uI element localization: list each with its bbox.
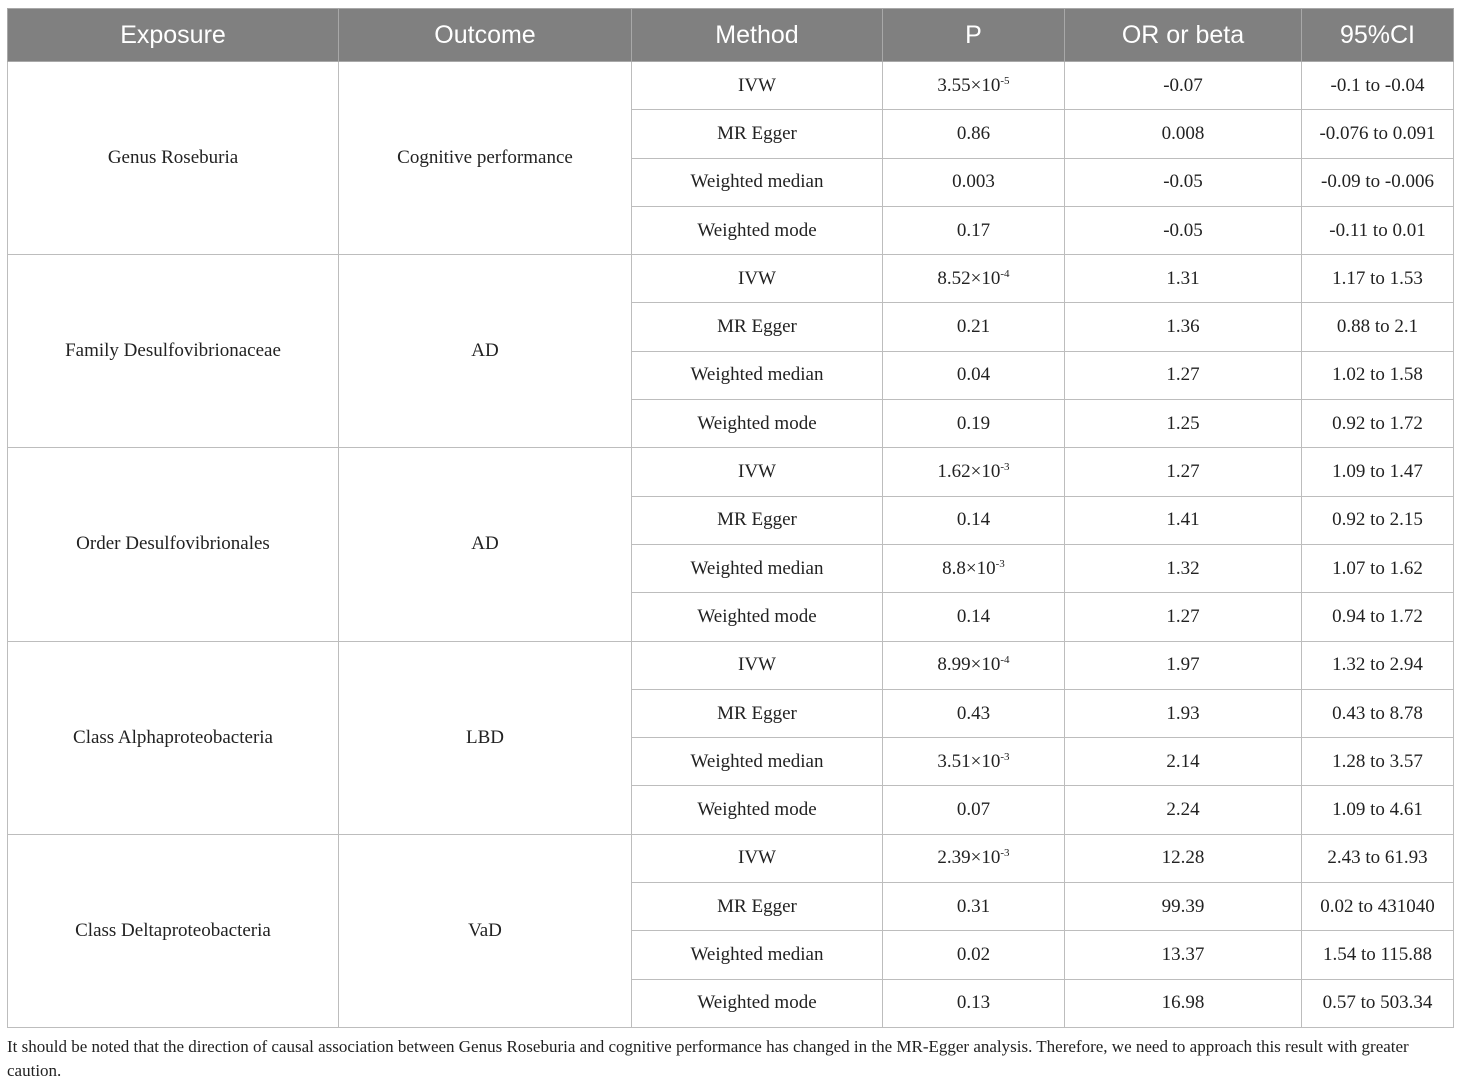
outcome-cell: AD xyxy=(339,448,632,641)
p-value-cell xyxy=(883,110,1065,158)
p-value-cell xyxy=(883,689,1065,737)
method-cell: IVW xyxy=(632,834,883,882)
p-value-base: 0.14 xyxy=(956,605,991,627)
p-value-exponent: -4 xyxy=(1000,267,1010,280)
method-cell: MR Egger xyxy=(632,689,883,737)
p-value-base: 0.14 xyxy=(956,509,991,531)
ci-cell: 1.09 to 4.61 xyxy=(1302,786,1454,834)
exposure-cell: Order Desulfovibrionales xyxy=(8,448,339,641)
ci-cell: 1.17 to 1.53 xyxy=(1302,255,1454,303)
p-value-cell xyxy=(883,834,1065,882)
exposure-cell: Class Deltaproteobacteria xyxy=(8,834,339,1027)
method-cell: Weighted median xyxy=(632,738,883,786)
method-cell: Weighted mode xyxy=(632,400,883,448)
p-value-base: 2.39×10 xyxy=(937,847,1001,869)
ci-cell: 1.02 to 1.58 xyxy=(1302,351,1454,399)
mr-results-table xyxy=(7,8,1454,1028)
or-beta-cell: 1.41 xyxy=(1065,496,1302,544)
table-row xyxy=(8,255,1454,303)
p-value-cell xyxy=(883,206,1065,254)
or-beta-cell: 13.37 xyxy=(1065,931,1302,979)
table-body xyxy=(8,62,1454,1028)
p-value-cell xyxy=(883,400,1065,448)
table-row xyxy=(8,448,1454,496)
or-beta-cell: 1.31 xyxy=(1065,255,1302,303)
p-value-base: 1.62×10 xyxy=(937,461,1001,483)
p-value-base: 3.51×10 xyxy=(937,750,1001,772)
ci-cell: 1.07 to 1.62 xyxy=(1302,544,1454,592)
table-row xyxy=(8,641,1454,689)
p-value-cell xyxy=(883,883,1065,931)
p-value-base: 0.17 xyxy=(956,219,991,241)
p-value-cell xyxy=(883,738,1065,786)
or-beta-cell: 2.24 xyxy=(1065,786,1302,834)
table-header xyxy=(8,9,1454,62)
p-value-exponent: -5 xyxy=(1000,74,1010,87)
ci-cell: -0.076 to 0.091 xyxy=(1302,110,1454,158)
exposure-cell: Class Alphaproteobacteria xyxy=(8,641,339,834)
method-cell: MR Egger xyxy=(632,110,883,158)
p-value-base: 8.8×10 xyxy=(942,557,996,579)
ci-cell: 2.43 to 61.93 xyxy=(1302,834,1454,882)
ci-cell: 0.88 to 2.1 xyxy=(1302,303,1454,351)
results-table-container xyxy=(7,8,1453,1028)
outcome-cell: LBD xyxy=(339,641,632,834)
method-cell: Weighted median xyxy=(632,158,883,206)
p-value-cell xyxy=(883,544,1065,592)
p-value-exponent: -3 xyxy=(1000,461,1010,474)
table-row xyxy=(8,834,1454,882)
or-beta-cell: 1.97 xyxy=(1065,641,1302,689)
or-beta-cell: 0.008 xyxy=(1065,110,1302,158)
p-value-base: 0.02 xyxy=(956,943,991,965)
p-value-cell xyxy=(883,786,1065,834)
ci-cell: 0.92 to 2.15 xyxy=(1302,496,1454,544)
ci-cell: -0.11 to 0.01 xyxy=(1302,206,1454,254)
outcome-cell: VaD xyxy=(339,834,632,1027)
ci-cell: 0.02 to 431040 xyxy=(1302,883,1454,931)
or-beta-cell: -0.05 xyxy=(1065,158,1302,206)
ci-cell: 0.43 to 8.78 xyxy=(1302,689,1454,737)
header-row xyxy=(8,9,1454,62)
p-value-cell xyxy=(883,158,1065,206)
header-ci: 95%CI xyxy=(1302,9,1454,62)
method-cell: Weighted mode xyxy=(632,786,883,834)
p-value-cell xyxy=(883,255,1065,303)
p-value-exponent: -4 xyxy=(1000,654,1010,667)
p-value-exponent: -3 xyxy=(1000,847,1010,860)
p-value-cell xyxy=(883,496,1065,544)
outcome-cell: Cognitive performance xyxy=(339,62,632,255)
method-cell: Weighted median xyxy=(632,351,883,399)
exposure-cell: Family Desulfovibrionaceae xyxy=(8,255,339,448)
or-beta-cell: 1.27 xyxy=(1065,351,1302,399)
p-value-cell xyxy=(883,593,1065,641)
ci-cell: 0.94 to 1.72 xyxy=(1302,593,1454,641)
method-cell: MR Egger xyxy=(632,496,883,544)
p-value-exponent: -3 xyxy=(1000,750,1010,763)
method-cell: Weighted median xyxy=(632,544,883,592)
method-cell: Weighted mode xyxy=(632,206,883,254)
p-value-base: 3.55×10 xyxy=(937,74,1001,96)
table-footnote: It should be noted that the direction of causal association between Genus Roseburia and cognitive performance has changed in the MR-Egger analysis. Therefore, we need to approach this result with greater caution. xyxy=(7,1037,1409,1080)
method-cell: IVW xyxy=(632,448,883,496)
ci-cell: 0.92 to 1.72 xyxy=(1302,400,1454,448)
method-cell: MR Egger xyxy=(632,303,883,351)
p-value-cell xyxy=(883,979,1065,1027)
p-value-cell xyxy=(883,641,1065,689)
method-cell: Weighted median xyxy=(632,931,883,979)
ci-cell: 0.57 to 503.34 xyxy=(1302,979,1454,1027)
p-value-base: 0.86 xyxy=(956,122,991,144)
method-cell: IVW xyxy=(632,62,883,110)
p-value-cell xyxy=(883,303,1065,351)
p-value-cell xyxy=(883,448,1065,496)
or-beta-cell: 2.14 xyxy=(1065,738,1302,786)
header-exposure: Exposure xyxy=(8,9,339,62)
method-cell: MR Egger xyxy=(632,883,883,931)
or-beta-cell: 1.36 xyxy=(1065,303,1302,351)
outcome-cell: AD xyxy=(339,255,632,448)
method-cell: IVW xyxy=(632,641,883,689)
or-beta-cell: 1.93 xyxy=(1065,689,1302,737)
p-value-base: 0.31 xyxy=(956,895,991,917)
or-beta-cell: 1.25 xyxy=(1065,400,1302,448)
ci-cell: 1.28 to 3.57 xyxy=(1302,738,1454,786)
p-value-base: 0.19 xyxy=(956,412,991,434)
or-beta-cell: 16.98 xyxy=(1065,979,1302,1027)
p-value-base: 0.003 xyxy=(952,171,995,193)
table-row xyxy=(8,62,1454,110)
exposure-cell: Genus Roseburia xyxy=(8,62,339,255)
ci-cell: 1.54 to 115.88 xyxy=(1302,931,1454,979)
p-value-base: 0.13 xyxy=(956,992,991,1014)
header-p: P xyxy=(883,9,1065,62)
header-or-beta: OR or beta xyxy=(1065,9,1302,62)
p-value-cell xyxy=(883,931,1065,979)
or-beta-cell: 1.32 xyxy=(1065,544,1302,592)
p-value-base: 0.07 xyxy=(956,799,991,821)
ci-cell: 1.09 to 1.47 xyxy=(1302,448,1454,496)
or-beta-cell: -0.05 xyxy=(1065,206,1302,254)
or-beta-cell: -0.07 xyxy=(1065,62,1302,110)
method-cell: Weighted mode xyxy=(632,979,883,1027)
header-method: Method xyxy=(632,9,883,62)
p-value-base: 0.21 xyxy=(956,316,991,338)
ci-cell: -0.09 to -0.006 xyxy=(1302,158,1454,206)
p-value-cell xyxy=(883,351,1065,399)
or-beta-cell: 1.27 xyxy=(1065,593,1302,641)
method-cell: Weighted mode xyxy=(632,593,883,641)
or-beta-cell: 12.28 xyxy=(1065,834,1302,882)
ci-cell: 1.32 to 2.94 xyxy=(1302,641,1454,689)
or-beta-cell: 1.27 xyxy=(1065,448,1302,496)
p-value-cell xyxy=(883,62,1065,110)
method-cell: IVW xyxy=(632,255,883,303)
p-value-base: 8.52×10 xyxy=(937,267,1001,289)
p-value-base: 8.99×10 xyxy=(937,654,1001,676)
p-value-base: 0.43 xyxy=(956,702,991,724)
ci-cell: -0.1 to -0.04 xyxy=(1302,62,1454,110)
header-outcome: Outcome xyxy=(339,9,632,62)
p-value-exponent: -3 xyxy=(995,557,1005,570)
p-value-base: 0.04 xyxy=(956,364,991,386)
or-beta-cell: 99.39 xyxy=(1065,883,1302,931)
